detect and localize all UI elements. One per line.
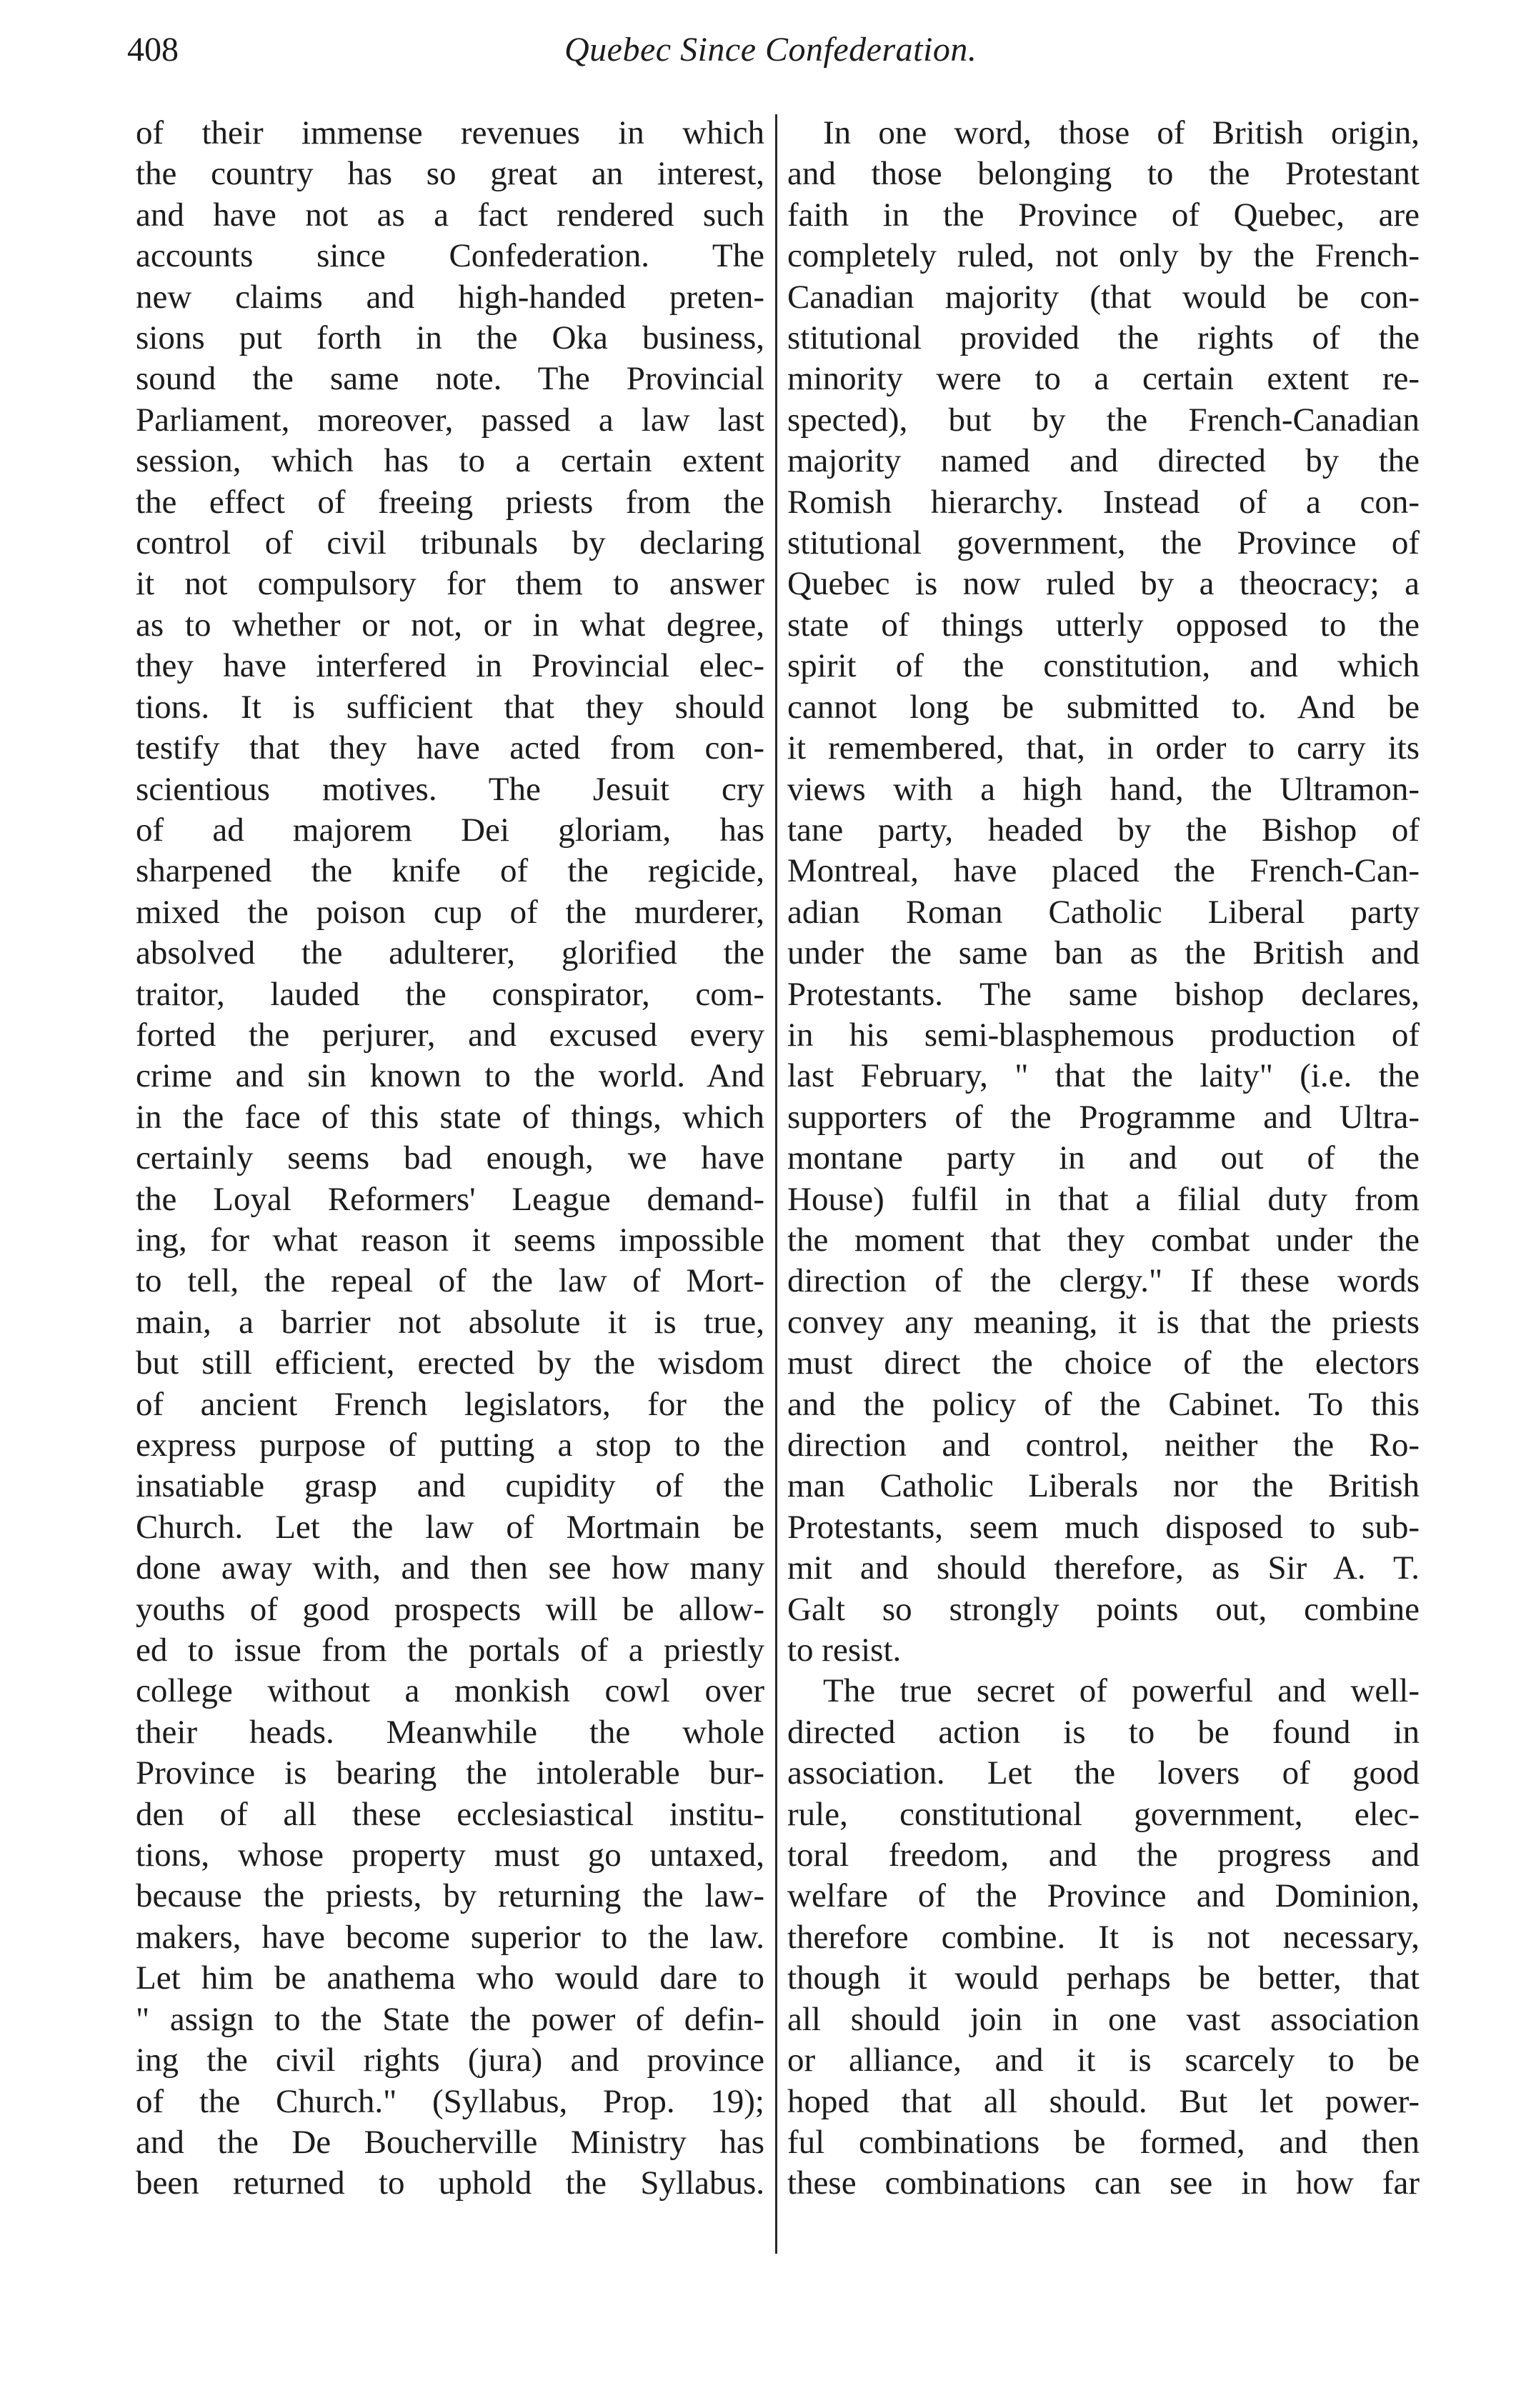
text-line: stitutional provided the rights of the (787, 319, 1420, 357)
text-line: because the priests, by returning the law- (136, 1877, 764, 1915)
text-line: college without a monkish cowl over (136, 1672, 764, 1710)
text-line: to tell, the repeal of the law of Mort- (136, 1262, 764, 1300)
text-line: therefore combine. It is not necessary, (787, 1918, 1420, 1956)
text-line: as to whether or not, or in what degree, (136, 606, 764, 644)
text-line: the Loyal Reformers' League demand- (136, 1180, 764, 1218)
text-line: Parliament, moreover, passed a law last (136, 401, 764, 439)
text-line: been returned to uphold the Syllabus. (136, 2164, 764, 2202)
text-line: of their immense revenues in which (136, 114, 764, 151)
text-line: supporters of the Programme and Ultra- (787, 1098, 1420, 1136)
text-line: ed to issue from the portals of a priestly (136, 1632, 764, 1669)
text-line: and the De Boucherville Ministry has (136, 2123, 764, 2161)
text-line: " assign to the State the power of defin- (136, 2000, 764, 2038)
text-line: views with a high hand, the Ultramon- (787, 770, 1420, 808)
text-line: testify that they have acted from con- (136, 729, 764, 767)
text-line: these combinations can see in how far (787, 2164, 1420, 2202)
text-line: and the policy of the Cabinet. To this (787, 1385, 1420, 1423)
text-line: of the Church." (Syllabus, Prop. 19); (136, 2082, 764, 2120)
text-line: and have not as a fact rendered such (136, 196, 764, 234)
text-line: completely ruled, not only by the French- (787, 237, 1420, 275)
text-line: Canadian majority (that would be con- (787, 278, 1420, 316)
text-line: man Catholic Liberals nor the British (787, 1467, 1420, 1505)
text-line: control of civil tribunals by declaring (136, 524, 764, 562)
text-line: association. Let the lovers of good (787, 1754, 1420, 1792)
text-line: under the same ban as the British and (787, 934, 1420, 972)
text-line: main, a barrier not absolute it is true, (136, 1303, 764, 1341)
text-line: certainly seems bad enough, we have (136, 1139, 764, 1177)
text-line: Romish hierarchy. Instead of a con- (787, 483, 1420, 521)
text-line: faith in the Province of Quebec, are (787, 196, 1420, 234)
text-line: Protestants, seem much disposed to sub- (787, 1508, 1420, 1546)
text-line: accounts since Confederation. The (136, 237, 764, 275)
text-line: express purpose of putting a stop to the (136, 1427, 764, 1464)
text-line: In one word, those of British origin, (823, 114, 1420, 151)
text-line: but still efficient, erected by the wisdom (136, 1344, 764, 1382)
text-line: scientious motives. The Jesuit cry (136, 770, 764, 808)
text-line: of ancient French legislators, for the (136, 1385, 764, 1423)
text-line: sound the same note. The Provincial (136, 360, 764, 398)
text-line: convey any meaning, it is that the priests (787, 1303, 1420, 1341)
text-line: Montreal, have placed the French-Can- (787, 852, 1420, 890)
text-line: it not compulsory for them to answer (136, 565, 764, 603)
text-line: Quebec is now ruled by a theocracy; a (787, 565, 1420, 603)
text-line: to resist. (787, 1632, 902, 1669)
text-line: of ad majorem Dei gloriam, has (136, 811, 764, 849)
text-line: traitor, lauded the conspirator, com- (136, 975, 764, 1013)
text-line: in his semi-blasphemous production of (787, 1016, 1420, 1054)
text-line: tions. It is sufficient that they should (136, 688, 764, 726)
text-line: ing the civil rights (jura) and province (136, 2042, 764, 2079)
text-line: insatiable grasp and cupidity of the (136, 1467, 764, 1505)
text-line: ing, for what reason it seems impossible (136, 1221, 764, 1259)
text-line: direction and control, neither the Ro- (787, 1427, 1420, 1464)
text-line: done away with, and then see how many (136, 1549, 764, 1587)
text-line: hoped that all should. But let power- (787, 2082, 1420, 2120)
running-title: Quebec Since Confederation. (564, 31, 977, 69)
text-line: Protestants. The same bishop declares, (787, 975, 1420, 1013)
text-line: direction of the clergy." If these words (787, 1262, 1420, 1300)
text-line: Province is bearing the intolerable bur- (136, 1754, 764, 1792)
text-line: forted the perjurer, and excused every (136, 1016, 764, 1054)
text-line: montane party in and out of the (787, 1139, 1420, 1177)
text-line: Let him be anathema who would dare to (136, 1959, 764, 1997)
text-line: last February, " that the laity" (i.e. the (787, 1057, 1420, 1095)
text-line: minority were to a certain extent re- (787, 360, 1420, 398)
text-line: House) fulfil in that a filial duty from (787, 1180, 1420, 1218)
text-line: absolved the adulterer, glorified the (136, 934, 764, 972)
text-line: they have interfered in Provincial elec- (136, 647, 764, 685)
text-line: directed action is to be found in (787, 1713, 1420, 1751)
text-line: in the face of this state of things, which (136, 1098, 764, 1136)
text-line: mit and should therefore, as Sir A. T. (787, 1549, 1420, 1587)
text-line: state of things utterly opposed to the (787, 606, 1420, 644)
text-line: their heads. Meanwhile the whole (136, 1713, 764, 1751)
text-line: though it would perhaps be better, that (787, 1959, 1420, 1997)
text-line: crime and sin known to the world. And (136, 1057, 764, 1095)
text-line: cannot long be submitted to. And be (787, 688, 1420, 726)
text-line: spirit of the constitution, and which (787, 647, 1420, 685)
text-line: tions, whose property must go untaxed, (136, 1837, 764, 1874)
text-line: spected), but by the French-Canadian (787, 401, 1420, 439)
text-line: den of all these ecclesiastical institu- (136, 1795, 764, 1833)
column-divider (775, 114, 777, 2254)
text-line: welfare of the Province and Dominion, (787, 1877, 1420, 1915)
text-line: sharpened the knife of the regicide, (136, 852, 764, 890)
text-line: tane party, headed by the Bishop of (787, 811, 1420, 849)
page-number: 408 (127, 31, 179, 69)
text-line: toral freedom, and the progress and (787, 1837, 1420, 1874)
right-text-column (787, 113, 1420, 2204)
text-line: majority named and directed by the (787, 442, 1420, 480)
text-line: the country has so great an interest, (136, 155, 764, 193)
left-text-column (136, 113, 764, 2204)
text-line: mixed the poison cup of the murderer, (136, 893, 764, 931)
text-line: stitutional government, the Province of (787, 524, 1420, 562)
text-line: sions put forth in the Oka business, (136, 319, 764, 357)
text-line: session, which has to a certain extent (136, 442, 764, 480)
text-line: Church. Let the law of Mortmain be (136, 1508, 764, 1546)
text-line: or alliance, and it is scarcely to be (787, 2042, 1420, 2079)
text-line: The true secret of powerful and well- (823, 1672, 1420, 1710)
text-line: it remembered, that, in order to carry its (787, 729, 1420, 767)
text-line: the moment that they combat under the (787, 1221, 1420, 1259)
text-line: makers, have become superior to the law. (136, 1918, 764, 1956)
text-line: rule, constitutional government, elec- (787, 1795, 1420, 1833)
text-line: all should join in one vast association (787, 2000, 1420, 2038)
text-line: adian Roman Catholic Liberal party (787, 893, 1420, 931)
text-line: must direct the choice of the electors (787, 1344, 1420, 1382)
text-line: youths of good prospects will be allow- (136, 1590, 764, 1628)
text-line: and those belonging to the Protestant (787, 155, 1420, 193)
text-line: Galt so strongly points out, combine (787, 1590, 1420, 1628)
text-line: the effect of freeing priests from the (136, 483, 764, 521)
text-line: ful combinations be formed, and then (787, 2123, 1420, 2161)
text-line: new claims and high-handed preten- (136, 278, 764, 316)
